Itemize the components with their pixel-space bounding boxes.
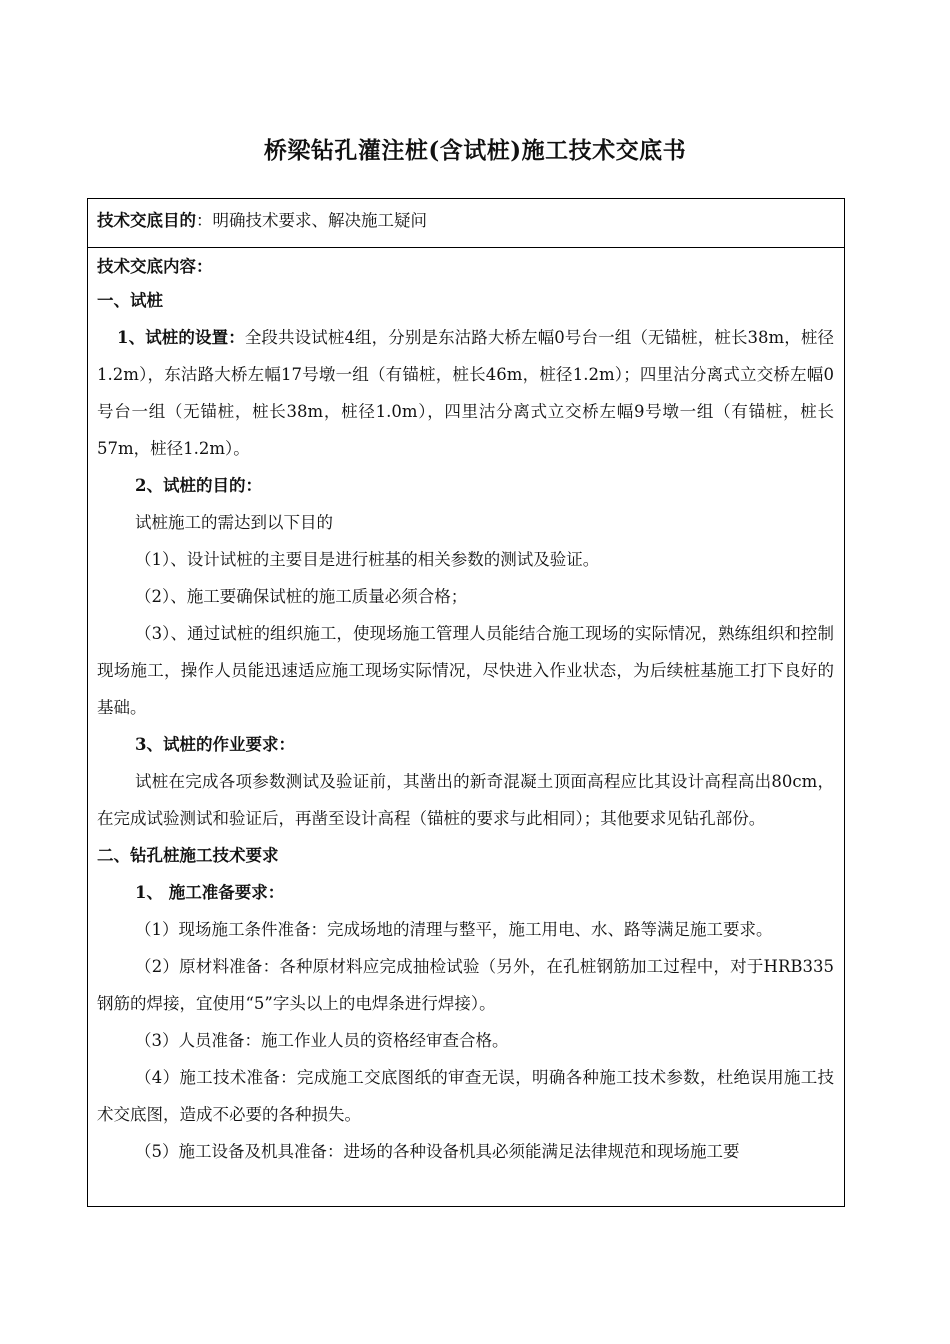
section-1-3-heading: 3、试桩的作业要求： — [135, 735, 295, 754]
section-2-1-item-5: （5）施工设备及机具准备：进场的各种设备机具必须能满足法律规范和现场施工要 — [135, 1142, 740, 1161]
disclosure-table — [87, 198, 845, 1207]
purpose-separator: ： — [196, 211, 213, 230]
section-1-heading: 一、试桩 — [97, 291, 163, 310]
section-2-1-heading: 1、 施工准备要求： — [135, 883, 285, 902]
section-2-1-item-4: （4）施工技术准备：完成施工交底图纸的审查无误，明确各种施工技术参数，杜绝误用施工技术交底图，造成不必要的各种损失。 — [97, 1068, 834, 1124]
section-1-2-intro: 试桩施工的需达到以下目的 — [135, 513, 333, 532]
section-1-2-item-1: （1）、设计试桩的主要目是进行桩基的相关参数的测试及验证。 — [135, 550, 600, 569]
purpose-row — [88, 199, 844, 248]
section-1-2-item-2: （2）、施工要确保试桩的施工质量必须合格； — [135, 587, 468, 606]
section-2-1-item-2: （2）原材料准备：各种原材料应完成抽检试验（另外，在孔桩钢筋加工过程中，对于HRB335钢筋的焊接，宜使用“5”字头以上的电焊条进行焊接）。 — [97, 957, 834, 1013]
section-1-1-paragraph — [97, 319, 834, 467]
section-1-1-label: 1、试桩的设置： — [117, 328, 245, 347]
content-cell — [88, 248, 844, 1170]
section-1-1-text: 全段共设试桩4组，分别是东沽路大桥左幅0号台一组（无锚桩，桩长38m，桩径1.2m），东沽路大桥左幅17号墩一组（有锚桩，桩长46m，桩径1.2m）；四里沽分离式立交桥左幅0号台一组（无锚桩，桩长38m，桩径1.0m），四里沽分离式立交桥左幅9号墩一组（有锚桩，桩长57m，桩径1.2m）。 — [97, 328, 835, 458]
section-2-heading: 二、钻孔桩施工技术要求 — [97, 846, 279, 865]
purpose-label: 技术交底目的 — [97, 211, 196, 230]
document-title: 桥梁钻孔灌注桩(含试桩)施工技术交底书 — [263, 137, 687, 164]
purpose-text: 明确技术要求、解决施工疑问 — [212, 211, 427, 230]
content-label: 技术交底内容： — [97, 257, 213, 276]
section-1-2-item-3: （3）、通过试桩的组织施工，使现场施工管理人员能结合施工现场的实际情况，熟练组织和控制现场施工，操作人员能迅速适应施工现场实际情况，尽快进入作业状态，为后续桩基施工打下良好的基础。 — [97, 624, 834, 717]
section-2-1-item-1: （1）现场施工条件准备：完成场地的清理与整平，施工用电、水、路等满足施工要求。 — [135, 920, 773, 939]
section-2-1-item-3: （3）人员准备：施工作业人员的资格经审查合格。 — [135, 1031, 509, 1050]
section-1-3-text: 试桩在完成各项参数测试及验证前，其凿出的新奇混凝土顶面高程应比其设计高程高出80cm，在完成试验测试和验证后，再凿至设计高程（锚桩的要求与此相同）；其他要求见钻孔部份。 — [97, 772, 834, 828]
section-1-2-heading: 2、试桩的目的： — [135, 476, 262, 495]
